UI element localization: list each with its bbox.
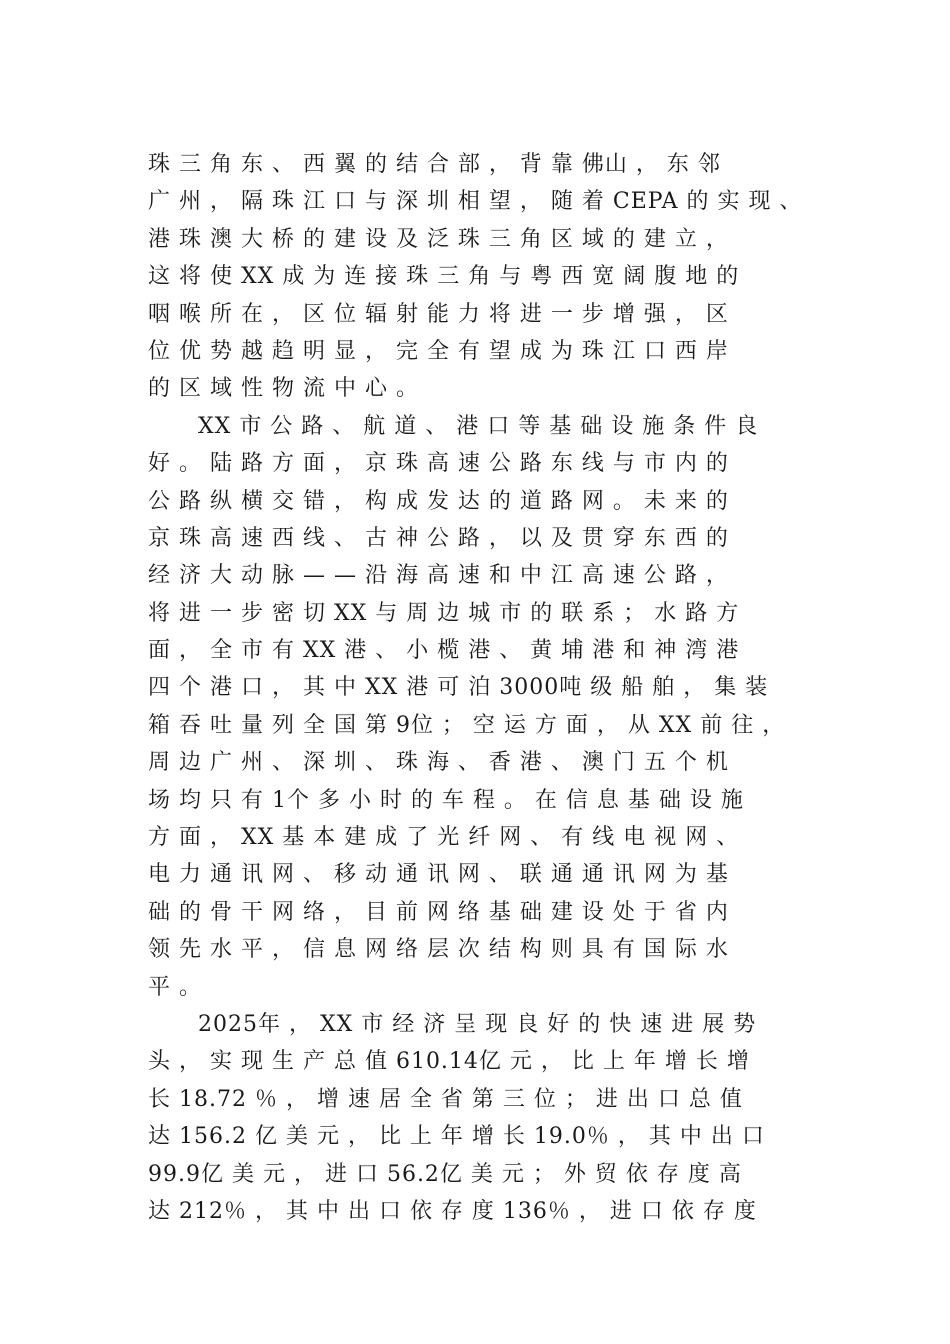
text-line: 础 的 骨 干 网 络 ， 目 前 网 络 基 础 建 设 处 于 省 内 (148, 899, 729, 925)
text-line: 平 。 (148, 974, 202, 1000)
text-line: 头 ， 实 现 生 产 总 值 610.14亿 元 ， 比 上 年 增 长 增 (148, 1049, 750, 1075)
text-line: 场 均 只 有 1个 多 小 时 的 车 程 。 在 信 息 基 础 设 施 (148, 787, 744, 813)
text-line: 方 面 ， XX 基 本 建 成 了 光 纤 网 、 有 线 电 视 网 、 (148, 825, 740, 851)
text-line: 京 珠 高 速 西 线 、 古 神 公 路 ， 以 及 贯 穿 东 西 的 (148, 525, 729, 551)
text-line: 电 力 通 讯 网 、 移 动 通 讯 网 、 联 通 通 讯 网 为 基 (148, 862, 729, 888)
text-line: 位 优 势 越 趋 明 显 ， 完 全 有 望 成 为 珠 江 口 西 岸 (148, 338, 729, 364)
document-body (148, 146, 828, 1230)
text-line: 经 济 大 动 脉 — — 沿 海 高 速 和 中 江 高 速 公 路 ， (148, 563, 729, 589)
text-line: 咽 喉 所 在 ， 区 位 辐 射 能 力 将 进 一 步 增 强 ， 区 (148, 301, 729, 327)
text-line: 好 。 陆 路 方 面 ， 京 珠 高 速 公 路 东 线 与 市 内 的 (148, 451, 729, 477)
text-line: 广 州 ， 隔 珠 江 口 与 深 圳 相 望 ， 随 着 CEPA 的 实 现 、 (148, 189, 803, 215)
paragraph-first-line: XX 市 公 路 、 航 道 、 港 口 等 基 础 设 施 条 件 良 (198, 413, 759, 439)
text-line: 珠 三 角 东 、 西 翼 的 结 合 部 ， 背 靠 佛山 ， 东 邻 (148, 152, 721, 177)
text-line: 箱 吞 吐 量 列 全 国 第 9位 ； 空 运 方 面 ， 从 XX 前 往 ， (148, 712, 786, 738)
text-line: 达 156.2 亿 美 元 ， 比 上 年 增 长 19.0％ ， 其 中 出 口 (148, 1124, 765, 1150)
text-line: 领 先 水 平 ， 信 息 网 络 层 次 结 构 则 具 有 国 际 水 (148, 937, 729, 963)
text-line: 将 进 一 步 密 切 XX 与 周 边 城 市 的 联 系 ； 水 路 方 (148, 600, 740, 626)
text-line: 公 路 纵 横 交 错 ， 构 成 发 达 的 道 路 网 。 未 来 的 (148, 488, 729, 514)
text-line: 周 边 广 州 、 深 圳 、 珠 海 、 香 港 、 澳 门 五 个 机 (148, 750, 729, 776)
text-line: 这 将 使 XX 成 为 连 接 珠 三 角 与 粤 西 宽 阔 腹 地 的 (148, 264, 740, 290)
text-line: 面 ， 全 市 有 XX 港 、 小 榄 港 、 黄 埔 港 和 神 湾 港 (148, 638, 740, 664)
text-line: 的 区 域 性 物 流 中 心 。 (148, 376, 419, 402)
paragraph-first-line: 2025年 ， XX 市 经 济 呈 现 良 好 的 快 速 进 展 势 (198, 1011, 757, 1037)
text-line: 99.9亿 美 元 ， 进 口 56.2亿 美 元 ； 外 贸 依 存 度 高 (148, 1161, 742, 1187)
text-line: 长 18.72 ％ ， 增 速 居 全 省 第 三 位 ； 进 出 口 总 值 (148, 1086, 743, 1112)
text-line: 港 珠 澳 大 桥 的 建 设 及 泛 珠 三 角 区 域 的 建 立 ， (148, 226, 729, 252)
text-line: 达 212％ ， 其 中 出 口 依 存 度 136％ ， 进 口 依 存 度 (148, 1198, 757, 1224)
text-line: 四 个 港 口 ， 其 中 XX 港 可 泊 3000吨 级 船 舶 ， 集 装 (148, 675, 769, 701)
